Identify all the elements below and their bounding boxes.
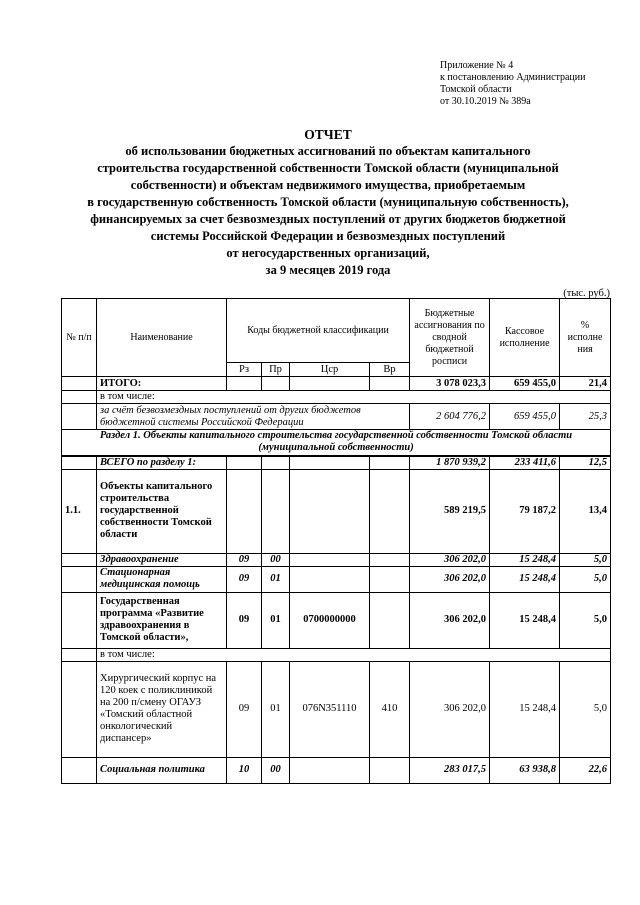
cell-budget: 306 202,0: [410, 566, 490, 592]
cell-name: Объекты капитального строительства государственной собственности Томской области: [97, 469, 227, 553]
header-pr: Пр: [262, 363, 290, 377]
table-row: [62, 377, 611, 391]
table-row: [62, 648, 611, 661]
header-row: [62, 299, 611, 363]
cell-pct: 5,0: [560, 661, 611, 757]
cell-name: ИТОГО:: [97, 377, 227, 391]
cell-budget: 306 202,0: [410, 553, 490, 566]
table-row: [62, 592, 611, 648]
title-line: строительства государственной собственности Томской области (муниципальной: [97, 161, 559, 175]
cell-name: Государственная программа «Развитие здравоохранения в Томской области»,: [97, 592, 227, 648]
title-line: от негосударственных организаций,: [226, 246, 430, 260]
cell-cash: 79 187,2: [490, 469, 560, 553]
cell-pr: 01: [262, 566, 290, 592]
cell-pr: 01: [262, 592, 290, 648]
cell-budget: 306 202,0: [410, 592, 490, 648]
cell-budget: 3 078 023,3: [410, 377, 490, 391]
cell-rz: 10: [227, 757, 262, 783]
cell-cash: 659 455,0: [490, 404, 560, 430]
header-cash: Кассовое исполнение: [490, 299, 560, 377]
table-row: [62, 661, 611, 757]
report-table: [61, 298, 611, 784]
units-label: (тыс. руб.): [563, 288, 610, 299]
approval-line: к постановлению Администрации: [440, 72, 586, 83]
cell-rz: 09: [227, 566, 262, 592]
cell-pct: 5,0: [560, 592, 611, 648]
cell-budget: 589 219,5: [410, 469, 490, 553]
cell-cash: 15 248,4: [490, 592, 560, 648]
cell-budget: 2 604 776,2: [410, 404, 490, 430]
header-codes: Коды бюджетной классификации: [227, 299, 410, 363]
cell-rz: 09: [227, 592, 262, 648]
cell-cash: 15 248,4: [490, 553, 560, 566]
cell-pct: 5,0: [560, 566, 611, 592]
report-heading: ОТЧЕТ: [304, 127, 352, 142]
header-rz: Рз: [227, 363, 262, 377]
header-num: № п/п: [62, 299, 97, 377]
table-row: [62, 404, 611, 430]
header-vr: Вр: [370, 363, 410, 377]
table-row: [62, 456, 611, 470]
cell-name: ВСЕГО по разделу 1:: [97, 456, 227, 470]
cell-pr: 00: [262, 757, 290, 783]
cell-budget: 283 017,5: [410, 757, 490, 783]
approval-line: Томской области: [440, 84, 512, 95]
cell-name: за счёт безвозмездных поступлений от других бюджетов бюджетной системы Российской Федерации: [97, 404, 410, 430]
approval-line: Приложение № 4: [440, 60, 514, 71]
header-budget: Бюджетные ассигнования по сводной бюджетной росписи: [410, 299, 490, 377]
cell-pct: 25,3: [560, 404, 611, 430]
cell-num: 1.1.: [62, 469, 97, 553]
cell-budget: 306 202,0: [410, 661, 490, 757]
report-title: [48, 126, 608, 279]
cell-pr: 00: [262, 553, 290, 566]
approval-line: от 30.10.2019 № 389а: [440, 96, 531, 107]
cell-cash: 659 455,0: [490, 377, 560, 391]
cell-rz: 09: [227, 553, 262, 566]
cell-budget: 1 870 939,2: [410, 456, 490, 470]
table-row: [62, 553, 611, 566]
title-line: об использовании бюджетных ассигнований по объектам капитального: [125, 144, 531, 158]
cell-csr: 076N351110: [290, 661, 370, 757]
cell-name: Социальная политика: [97, 757, 227, 783]
cell-pct: 22,6: [560, 757, 611, 783]
cell-cash: 15 248,4: [490, 661, 560, 757]
table-row: [62, 757, 611, 783]
title-line: собственности) и объектам недвижимого имущества, приобретаемым: [130, 178, 526, 192]
title-line: финансируемых за счет безвозмездных поступлений от других бюджетов бюджетной: [90, 212, 566, 226]
cell-cash: 63 938,8: [490, 757, 560, 783]
cell-pct: 21,4: [560, 377, 611, 391]
cell-name: в том числе:: [97, 391, 611, 404]
cell-pct: 12,5: [560, 456, 611, 470]
cell-cash: 15 248,4: [490, 566, 560, 592]
cell-rz: 09: [227, 661, 262, 757]
title-line: за 9 месяцев 2019 года: [265, 263, 391, 277]
title-line: в государственную собственность Томской области (муниципальную собственность),: [87, 195, 569, 209]
title-line: системы Российской Федерации и безвозмездных поступлений: [150, 229, 506, 243]
header-name: Наименование: [97, 299, 227, 377]
cell-name: Здравоохранение: [97, 553, 227, 566]
cell-csr: 0700000000: [290, 592, 370, 648]
table-row: [62, 469, 611, 553]
header-percent: % исполне ния: [560, 299, 611, 377]
approval-stamp: [440, 60, 586, 108]
cell-cash: 233 411,6: [490, 456, 560, 470]
cell-pct: 13,4: [560, 469, 611, 553]
table-row: [62, 391, 611, 404]
cell-pct: 5,0: [560, 553, 611, 566]
cell-vr: 410: [370, 661, 410, 757]
cell-name: Стационарная медицинская помощь: [97, 566, 227, 592]
header-csr: Цср: [290, 363, 370, 377]
cell-pr: 01: [262, 661, 290, 757]
table-row: [62, 566, 611, 592]
cell-name: в том числе:: [97, 648, 611, 661]
section-title: Раздел 1. Объекты капитального строительства государственной собственности Томской области (муниципальной собственности): [62, 430, 611, 456]
cell-name: Хирургический корпус на 120 коек с поликлиникой на 200 п/смену ОГАУЗ «Томский областной онкологический диспансер»: [97, 661, 227, 757]
section-row: [62, 430, 611, 456]
